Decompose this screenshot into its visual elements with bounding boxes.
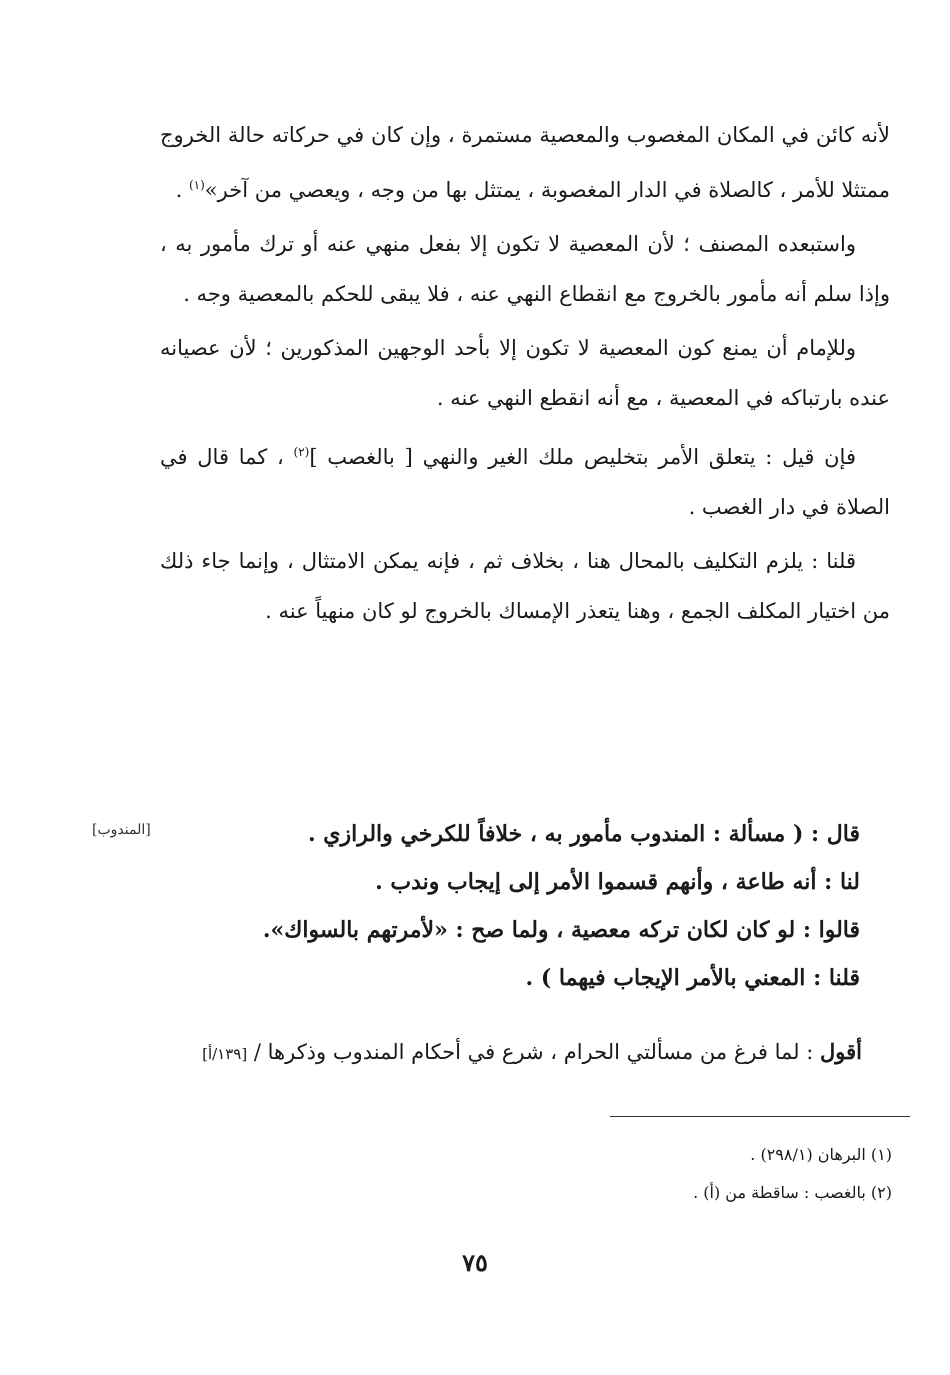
footnotes [500,1136,892,1212]
body-text [160,110,890,636]
page-number: ٧٥ [462,1248,488,1277]
quoted-text [160,810,860,1002]
quote-line: قلنا : المعني بالأمر الإيجاب فيهما ) . [525,965,860,991]
paragraph-1: لأنه كائن في المكان المغصوب والمعصية مستمرة ، وإن كان في حركاته حالة الخروج ممتثلا للأمر ، كالصلاة في الدار المغصوبة ، يمتثل بها من وجه ، ويعصي من آخر»$^{(١)}$ . [160,123,890,202]
folio-marker: [١٣٩/أ] [202,1045,248,1063]
quote-line: قالوا : لو كان لكان تركه معصية ، ولما صح : «لأمرتهم بالسواك». [262,917,860,943]
paragraph-5: قلنا : يلزم التكليف بالمحال هنا ، بخلاف ثم ، فإنه يمكن الامتثال ، وإنما جاء ذلك من اختيار المكلف الجمع ، وهنا يتعذر الإمساك بالخروج لو كان منهياً عنه . [160,549,890,623]
paragraph-4: فإن قيل : يتعلق الأمر بتخليص ملك الغير والنهي [ بالغصب ]$^{(٢)}$ ، كما قال في الصلاة في دار الغصب . [160,445,890,519]
footnote-ref-2: (٢) [293,445,310,459]
footnote: (١) البرهان (٢٩٨/١) . [750,1145,892,1164]
footnote: (٢) بالغصب : ساقطة من (أ) . [693,1183,892,1202]
margin-note: [المندوب] [92,822,151,838]
quote-line: قال : ( مسألة : المندوب مأمور به ، خلافاً للكرخي والرازي . [307,821,860,847]
commentary-lead: أقول [820,1039,862,1064]
paragraph-3: وللإمام أن يمنع كون المعصية لا تكون إلا بأحد الوجهين المذكورين ؛ لأن عصيانه عنده بارتباكه في المعصية ، مع أنه انقطع النهي عنه . [160,336,890,410]
footnote-ref-1: (١) [188,178,205,192]
commentary-line: أقول : لما فرغ من مسألتي الحرام ، شرع في أحكام المندوب وذكرها / [١٣٩/أ] [202,1039,862,1064]
footnote-divider [610,1116,910,1117]
quote-line: لنا : أنه طاعة ، وأنهم قسموا الأمر إلى إيجاب وندب . [375,869,860,895]
paragraph-2: واستبعده المصنف ؛ لأن المعصية لا تكون إلا بفعل منهي عنه أو ترك مأمور به ، وإذا سلم أنه مأمور بالخروج مع انقطاع النهي عنه ، فلا يبقى للحكم بالمعصية وجه . [160,232,890,306]
